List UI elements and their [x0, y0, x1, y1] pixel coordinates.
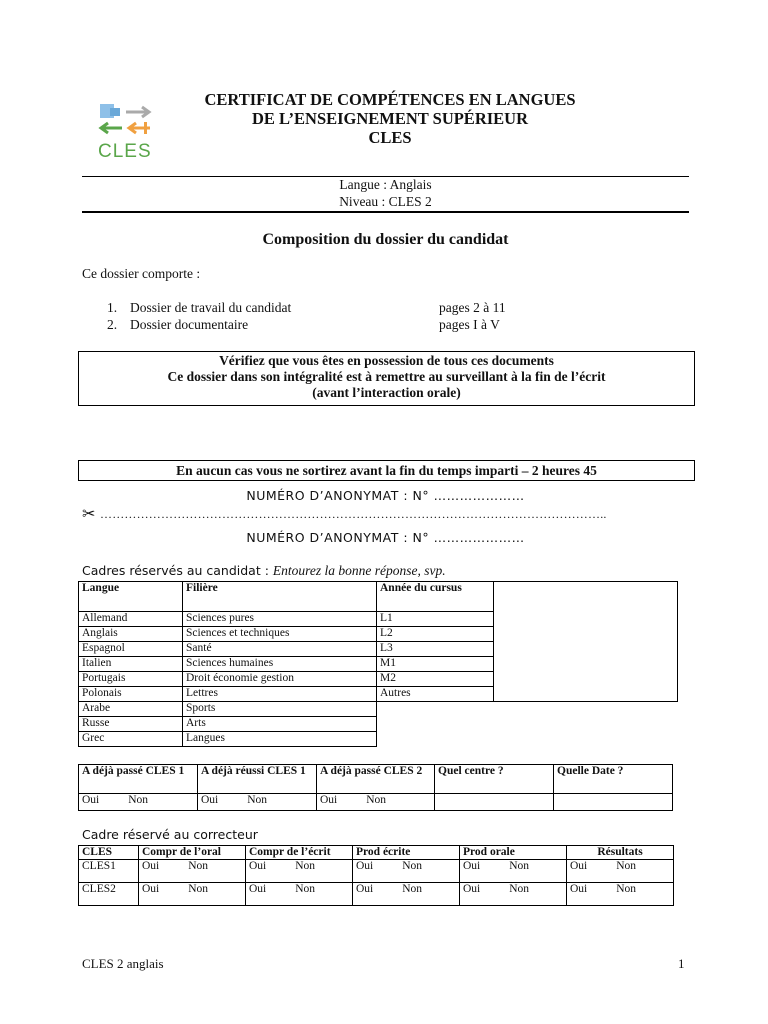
- empty-cell: [377, 732, 678, 747]
- table-row: [79, 717, 678, 732]
- langue-option[interactable]: Portugais: [79, 672, 183, 687]
- oui-non-cell: [139, 860, 246, 883]
- non-option[interactable]: Non: [188, 883, 209, 895]
- history-answer-row: [79, 794, 673, 811]
- table-row: [79, 860, 674, 883]
- non-option[interactable]: Non: [509, 883, 530, 895]
- date-field[interactable]: [554, 794, 673, 811]
- item-2-pages: pages I à V: [439, 317, 500, 332]
- langue-option[interactable]: Allemand: [79, 612, 183, 627]
- candidate-section-instruction: Entourez la bonne réponse, svp.: [272, 563, 446, 578]
- langue-option[interactable]: Arabe: [79, 702, 183, 717]
- notice-line-3: (avant l’interaction orale): [312, 385, 461, 400]
- langue-option[interactable]: Espagnol: [79, 642, 183, 657]
- annee-option[interactable]: M2: [377, 672, 494, 687]
- corrector-header-row: [79, 846, 674, 860]
- item-1-num: 1.: [107, 300, 118, 315]
- annee-option[interactable]: L2: [377, 627, 494, 642]
- filiere-option[interactable]: Sciences pures: [183, 612, 377, 627]
- annee-option[interactable]: L1: [377, 612, 494, 627]
- oui-option[interactable]: Oui: [356, 883, 374, 895]
- candidate-section-title: [82, 563, 446, 579]
- header-annee: Année du cursus: [377, 582, 494, 612]
- oui-non-cell: [353, 860, 460, 883]
- notice-line-2: Ce dossier dans son intégralité est à remettre au surveillant à la fin de l’écrit: [167, 369, 606, 384]
- oui-non-cell: [79, 794, 198, 811]
- oui-option[interactable]: Oui: [570, 860, 588, 872]
- cles-level: CLES1: [79, 860, 139, 883]
- item-1-pages: pages 2 à 11: [439, 300, 506, 315]
- filiere-option[interactable]: Santé: [183, 642, 377, 657]
- composition-intro: Ce dossier comporte :: [82, 266, 201, 281]
- header-compr-oral: Compr de l’oral: [139, 846, 246, 860]
- blank-cell: [494, 582, 678, 702]
- anonymat-field-2: NUMÉRO D’ANONYMAT : N° …………………: [246, 530, 525, 545]
- filiere-option[interactable]: Sciences humaines: [183, 657, 377, 672]
- corrector-section-title: Cadre réservé au correcteur: [82, 827, 258, 842]
- filiere-option[interactable]: Droit économie gestion: [183, 672, 377, 687]
- oui-non-cell: [567, 883, 674, 906]
- corrector-table: [78, 845, 674, 906]
- cut-line: ……………………………………………………………………………………………………………..: [100, 507, 607, 521]
- langue-option[interactable]: Grec: [79, 732, 183, 747]
- langue-option[interactable]: Anglais: [79, 627, 183, 642]
- title-line-2: DE L’ENSEIGNEMENT SUPÉRIEUR: [252, 109, 528, 128]
- notice-line-1: Vérifiez que vous êtes en possession de tous ces documents: [219, 353, 554, 368]
- annee-option[interactable]: L3: [377, 642, 494, 657]
- annee-option[interactable]: M1: [377, 657, 494, 672]
- candidate-section-label: Cadres réservés au candidat :: [82, 563, 273, 578]
- candidate-table: [78, 581, 678, 747]
- non-option[interactable]: Non: [247, 794, 268, 806]
- composition-heading: Composition du dossier du candidat: [262, 231, 509, 248]
- oui-option[interactable]: Oui: [463, 883, 481, 895]
- oui-non-cell: [460, 883, 567, 906]
- time-notice-box: [78, 460, 695, 481]
- title-line-3: CLES: [368, 128, 412, 147]
- oui-option[interactable]: Oui: [142, 883, 160, 895]
- niveau-text: Niveau : CLES 2: [339, 194, 432, 209]
- header-deja-passe-cles1: A déjà passé CLES 1: [79, 765, 198, 794]
- oui-option[interactable]: Oui: [249, 883, 267, 895]
- oui-non-cell: [246, 883, 353, 906]
- documents-notice-box: [78, 351, 695, 406]
- oui-non-cell: [139, 883, 246, 906]
- oui-option[interactable]: Oui: [249, 860, 267, 872]
- langue-option[interactable]: Russe: [79, 717, 183, 732]
- non-option[interactable]: Non: [616, 860, 637, 872]
- oui-non-cell: [567, 860, 674, 883]
- non-option[interactable]: Non: [509, 860, 530, 872]
- header-langue: Langue: [79, 582, 183, 612]
- table-row: [79, 702, 678, 717]
- page-title: [160, 90, 620, 147]
- non-option[interactable]: Non: [402, 883, 423, 895]
- oui-non-cell: [353, 883, 460, 906]
- header-cles: CLES: [79, 846, 139, 860]
- page-number: 1: [678, 956, 685, 971]
- non-option[interactable]: Non: [295, 883, 316, 895]
- header-deja-reussi-cles1: A déjà réussi CLES 1: [198, 765, 317, 794]
- item-2-label: Dossier documentaire: [130, 317, 249, 332]
- non-option[interactable]: Non: [402, 860, 423, 872]
- non-option[interactable]: Non: [188, 860, 209, 872]
- logo-text: CLES: [98, 141, 152, 162]
- langue-option[interactable]: Polonais: [79, 687, 183, 702]
- header-deja-passe-cles2: A déjà passé CLES 2: [317, 765, 435, 794]
- item-1-label: Dossier de travail du candidat: [130, 300, 292, 315]
- centre-field[interactable]: [435, 794, 554, 811]
- langue-option[interactable]: Italien: [79, 657, 183, 672]
- filiere-option[interactable]: Langues: [183, 732, 377, 747]
- non-option[interactable]: Non: [366, 794, 387, 806]
- empty-cell: [377, 702, 678, 717]
- header-centre: Quel centre ?: [435, 765, 554, 794]
- langue-text: Langue : Anglais: [339, 177, 432, 192]
- filiere-option[interactable]: Lettres: [183, 687, 377, 702]
- header-compr-ecrit: Compr de l’écrit: [246, 846, 353, 860]
- oui-option[interactable]: Oui: [201, 794, 219, 806]
- divider-bottom: [82, 211, 689, 213]
- header-prod-ecrite: Prod écrite: [353, 846, 460, 860]
- annee-option[interactable]: Autres: [377, 687, 494, 702]
- oui-option[interactable]: Oui: [356, 860, 374, 872]
- anonymat-field-1: NUMÉRO D’ANONYMAT : N° …………………: [246, 488, 525, 503]
- candidate-header-row: [79, 582, 678, 612]
- title-line-1: CERTIFICAT DE COMPÉTENCES EN LANGUES: [204, 90, 576, 109]
- header-prod-orale: Prod orale: [460, 846, 567, 860]
- scissors-icon: ✂: [82, 506, 96, 523]
- oui-option[interactable]: Oui: [320, 794, 338, 806]
- history-header-row: [79, 765, 673, 794]
- empty-cell: [377, 717, 678, 732]
- oui-non-cell: [460, 860, 567, 883]
- oui-option[interactable]: Oui: [142, 860, 160, 872]
- non-option[interactable]: Non: [128, 794, 149, 806]
- filiere-option[interactable]: Sports: [183, 702, 377, 717]
- footer-document-name: CLES 2 anglais: [82, 956, 164, 971]
- oui-non-cell: [198, 794, 317, 811]
- non-option[interactable]: Non: [295, 860, 316, 872]
- table-row: [79, 732, 678, 747]
- non-option[interactable]: Non: [616, 883, 637, 895]
- table-row: [79, 883, 674, 906]
- header-filiere: Filière: [183, 582, 377, 612]
- oui-non-cell: [317, 794, 435, 811]
- filiere-option[interactable]: Arts: [183, 717, 377, 732]
- item-2-num: 2.: [107, 317, 118, 332]
- oui-non-cell: [246, 860, 353, 883]
- history-table: [78, 764, 673, 811]
- time-notice-text: En aucun cas vous ne sortirez avant la fin du temps imparti – 2 heures 45: [176, 463, 597, 478]
- header-resultats: Résultats: [567, 846, 674, 860]
- filiere-option[interactable]: Sciences et techniques: [183, 627, 377, 642]
- cles-level: CLES2: [79, 883, 139, 906]
- header-date: Quelle Date ?: [554, 765, 673, 794]
- oui-option[interactable]: Oui: [570, 883, 588, 895]
- oui-option[interactable]: Oui: [82, 794, 100, 806]
- oui-option[interactable]: Oui: [463, 860, 481, 872]
